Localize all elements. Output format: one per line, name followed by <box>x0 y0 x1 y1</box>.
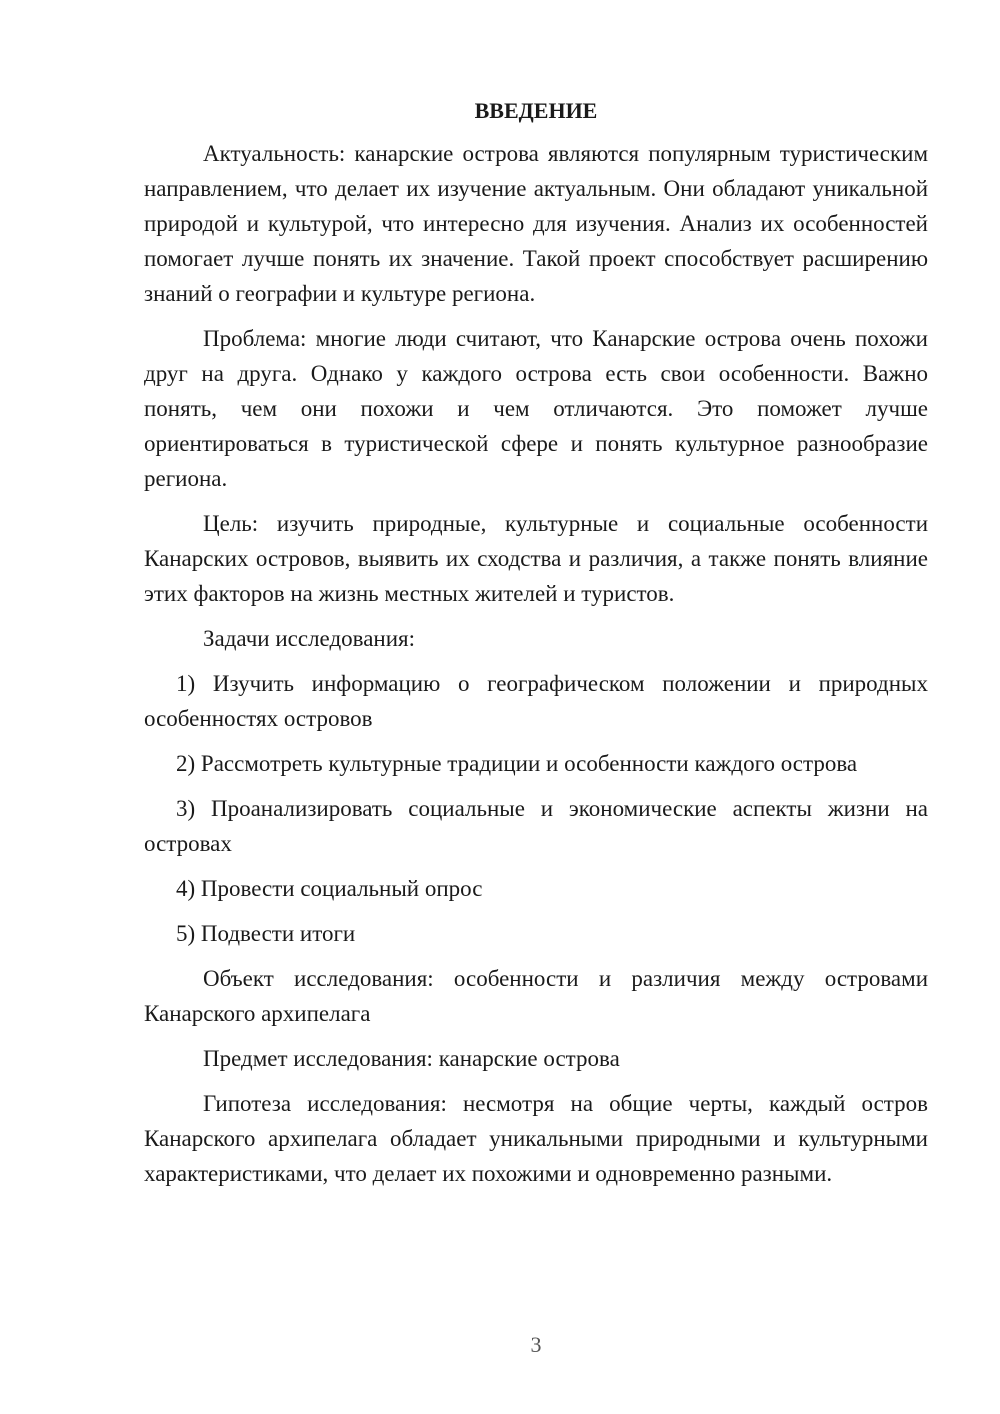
task-item-1: 1) Изучить информацию о географическом положении и природных особенностях островов <box>144 671 928 731</box>
tasks-heading: Задачи исследования: <box>203 626 416 651</box>
task-item-2: 2) Рассмотреть культурные традиции и особенности каждого острова <box>176 751 858 776</box>
task-item-4: 4) Провести социальный опрос <box>176 876 483 901</box>
document-body <box>144 96 928 1201</box>
task-item-5: 5) Подвести итоги <box>176 921 356 946</box>
object-paragraph: Объект исследования: особенности и различия между островами Канарского архипелага <box>144 966 928 1026</box>
hypothesis-paragraph: Гипотеза исследования: несмотря на общие черты, каждый остров Канарского архипелага обладает уникальными природными и культурными характеристиками, что делает их похожими и одновременно разными. <box>144 1091 928 1186</box>
task-item-3: 3) Проанализировать социальные и экономические аспекты жизни на островах <box>144 796 928 856</box>
goal-paragraph: Цель: изучить природные, культурные и социальные особенности Канарских островов, выявить их сходства и различия, а также понять влияние этих факторов на жизнь местных жителей и туристов. <box>144 511 928 606</box>
problem-paragraph: Проблема: многие люди считают, что Канарские острова очень похожи друг на друга. Однако у каждого острова есть свои особенности. Важно понять, чем они похожи и чем отличаются. Это поможет лучше ориентироваться в туристической сфере и понять культурное разнообразие региона. <box>144 326 928 491</box>
relevance-paragraph: Актуальность: канарские острова являются популярным туристическим направлением, что делает их изучение актуальным. Они обладают уникальной природой и культурой, что интересно для изучения. Анализ их особенностей помогает лучше понять их значение. Такой проект способствует расширению знаний о географии и культуре региона. <box>144 141 928 306</box>
subject-paragraph: Предмет исследования: канарские острова <box>203 1046 620 1071</box>
page-number: 3 <box>530 1332 542 1357</box>
page-title: ВВЕДЕНИЕ <box>474 98 598 123</box>
